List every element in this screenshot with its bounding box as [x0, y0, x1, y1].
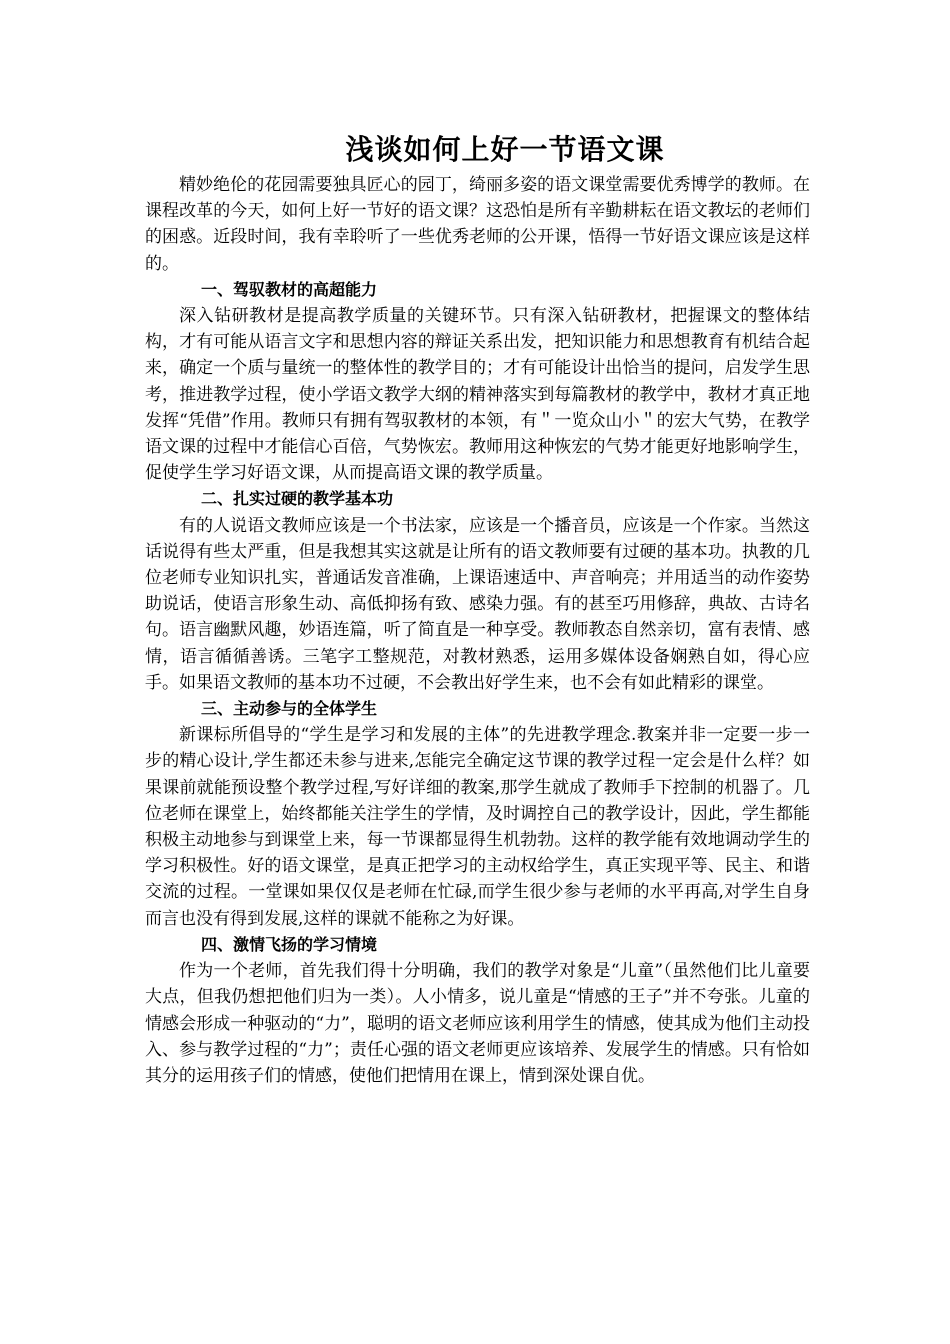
document-body	[145, 172, 810, 1089]
section-heading: 一、驾驭教材的高超能力	[201, 279, 378, 299]
section-heading: 四、激情飞扬的学习情境	[201, 934, 378, 954]
section-heading: 二、扎实过硬的教学基本功	[201, 489, 394, 509]
section-paragraph: 作为一个老师，首先我们得十分明确，我们的教学对象是“儿童”（虽然他们比儿童要大点，但我仍想把他们归为一类）。人小情多，说儿童是“情感的王子”并不夸张。儿童的情感会形成一种驱动的“力”，聪明的语文老师应该利用学生的情感，使其成为他们主动投入、参与教学过程的“力”；责任心强的语文老师更应该培养、发展学生的情感。只有恰如其分的运用孩子们的情感，使他们把情用在课上，情到深处课自优。	[145, 961, 810, 1086]
section-paragraph: 新课标所倡导的“学生是学习和发展的主体”的先进教学理念.教案并非一定要一步一步的精心设计,学生都还未参与进来,怎能完全确定这节课的教学过程一定会是什么样？如果课前就能预设整个教学过程,写好详细的教案,那学生就成了教师手下控制的机器了。几位老师在课堂上，始终都能关注学生的学情，及时调控自己的教学设计，因此，学生都能积极主动地参与到课堂上来，每一节课都显得生机勃勃。这样的教学能有效地调动学生的学习积极性。好的语文课堂，是真正把学习的主动权给学生，真正实现平等、民主、和谐交流的过程。一堂课如果仅仅是老师在忙碌,而学生很少参与老师的水平再高,对学生自身而言也没有得到发展,这样的课就不能称之为好课。	[145, 725, 810, 929]
section-heading: 三、主动参与的全体学生	[201, 699, 378, 719]
document-title: 浅谈如何上好一节语文课	[345, 133, 665, 166]
intro-paragraph: 精妙绝伦的花园需要独具匠心的园丁，绮丽多姿的语文课堂需要优秀博学的教师。在课程改革的今天，如何上好一节好的语文课？这恐怕是所有辛勤耕耘在语文教坛的老师们的困惑。近段时间，我有幸聆听了一些优秀老师的公开课，悟得一节好语文课应该是这样的。	[145, 175, 810, 274]
section-paragraph: 有的人说语文教师应该是一个书法家，应该是一个播音员，应该是一个作家。当然这话说得有些太严重，但是我想其实这就是让所有的语文教师要有过硬的基本功。执教的几位老师专业知识扎实，普通话发音准确，上课语速适中、声音响亮；并用适当的动作姿势助说话，使语言形象生动、高低抑扬有致、感染力强。有的甚至巧用修辞，典故、古诗名句。语言幽默风趣，妙语连篇，听了简直是一种享受。教师教态自然亲切，富有表情、感情，语言循循善诱。三笔字工整规范，对教材熟悉，运用多媒体设备娴熟自如，得心应手。如果语文教师的基本功不过硬，不会教出好学生来，也不会有如此精彩的课堂。	[145, 515, 810, 693]
section-paragraph: 深入钻研教材是提高教学质量的关键环节。只有深入钻研教材，把握课文的整体结构，才有可能从语言文字和思想内容的辩证关系出发，把知识能力和思想教育有机结合起来，确定一个质与量统一的整体性的教学目的；才有可能设计出恰当的提问，启发学生思考，推进教学过程，使小学语文教学大纲的精神落实到每篇教材的教学中，教材才真正地发挥“凭借”作用。教师只有拥有驾驭教材的本领，有＂一览众山小＂的宏大气势，在教学语文课的过程中才能信心百倍，气势恢宏。教师用这种恢宏的气势才能更好地影响学生，促使学生学习好语文课，从而提高语文课的教学质量。	[145, 306, 810, 484]
